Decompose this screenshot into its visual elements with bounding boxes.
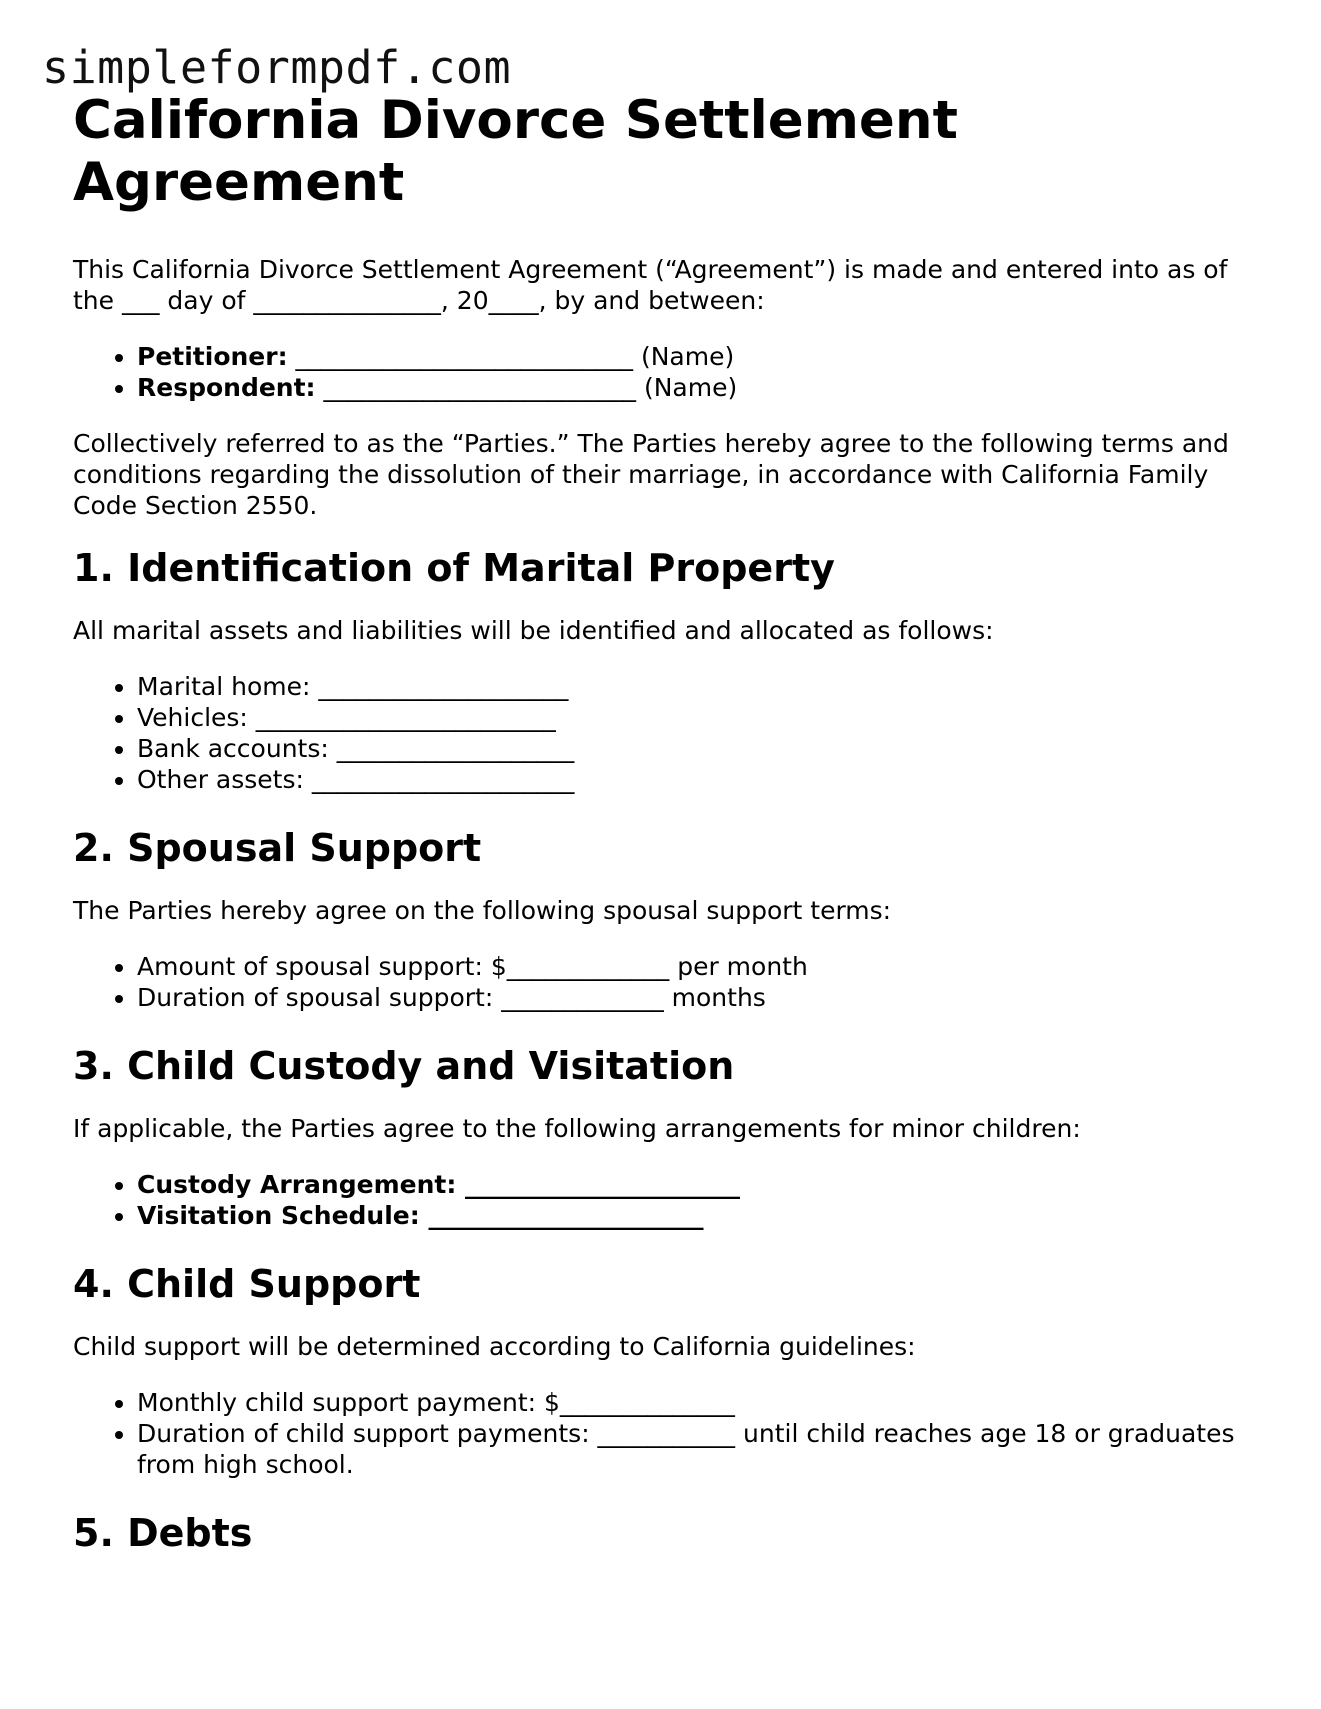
item-blank: ______________________ (456, 1170, 741, 1199)
list-item (137, 1169, 1253, 1200)
party-respondent (137, 372, 1253, 403)
child-support-list (73, 1387, 1253, 1480)
party-petitioner (137, 341, 1253, 372)
section-text-child-support: Child support will be determined according to California guidelines: (73, 1332, 916, 1361)
item-blank: ______________________ (419, 1201, 704, 1230)
list-item: • Vehicles: ________________________ (137, 702, 1253, 733)
item-label: Visitation Schedule: (137, 1201, 420, 1230)
marital-property-list (73, 671, 1253, 795)
list-item: • Marital home: ____________________ (137, 671, 1253, 702)
list-item: • Duration of child support payments: ___________ until child reaches age 18 or graduates from high school. (137, 1418, 1253, 1480)
child-custody-list (73, 1169, 1253, 1231)
party-blank: _________________________ (Name) (315, 373, 738, 402)
section-text-marital-property: All marital assets and liabilities will be identified and allocated as follows: (73, 616, 994, 645)
spousal-support-list (73, 951, 1253, 1013)
list-item: • Duration of spousal support: _____________ months (137, 982, 1253, 1013)
party-label: Petitioner: (137, 342, 288, 371)
section-text-spousal-support: The Parties hereby agree on the following spousal support terms: (73, 896, 892, 925)
site-watermark: simpleformpdf.com (42, 41, 512, 94)
list-item: • Amount of spousal support: $_____________ per month (137, 951, 1253, 982)
document-title: California Divorce Settlement Agreement (73, 90, 958, 213)
document-body (73, 90, 1253, 1556)
section-heading-child-custody: 3. Child Custody and Visitation (73, 1044, 735, 1088)
section-heading-spousal-support: 2. Spousal Support (73, 826, 482, 870)
party-label: Respondent: (137, 373, 316, 402)
list-item: • Monthly child support payment: $______________ (137, 1387, 1253, 1418)
section-heading-child-support: 4. Child Support (73, 1262, 421, 1306)
collective-paragraph: Collectively referred to as the “Parties.” The Parties hereby agree to the following terms and conditions regarding the dissolution of their marriage, in accordance with California Family Code Section 2550. (73, 429, 1229, 520)
list-item: • Other assets: _____________________ (137, 764, 1253, 795)
item-label: Custody Arrangement: (137, 1170, 457, 1199)
list-item (137, 1200, 1253, 1231)
parties-list (73, 341, 1253, 403)
party-blank: ___________________________ (Name) (287, 342, 735, 371)
section-text-child-custody: If applicable, the Parties agree to the following arrangements for minor children: (73, 1114, 1081, 1143)
section-heading-debts: 5. Debts (73, 1511, 253, 1555)
list-item: • Bank accounts: ___________________ (137, 733, 1253, 764)
section-heading-marital-property: 1. Identification of Marital Property (73, 546, 835, 590)
intro-paragraph: This California Divorce Settlement Agreement (“Agreement”) is made and entered into as of the ___ day of _______________, 20____, by and between: (73, 255, 1228, 315)
